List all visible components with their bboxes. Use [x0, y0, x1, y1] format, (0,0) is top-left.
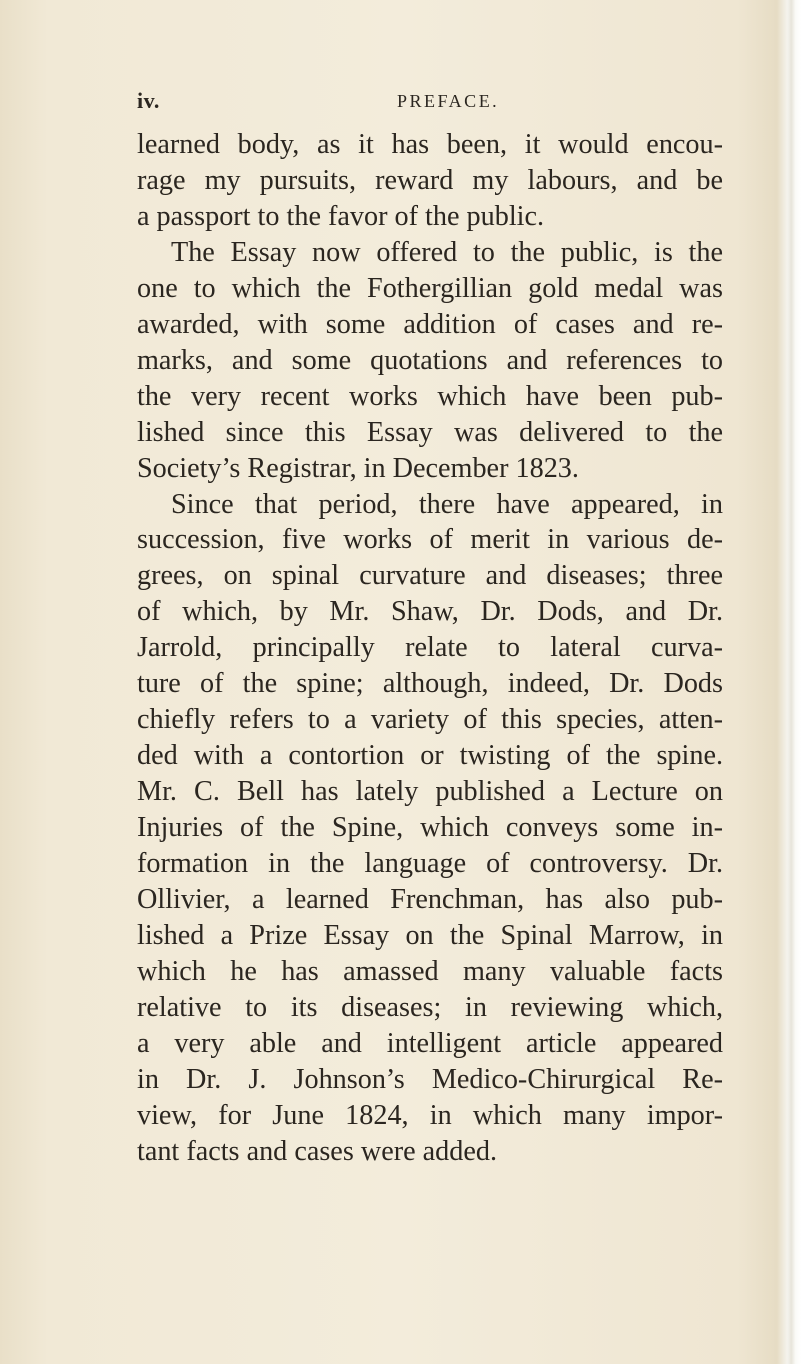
text-line: a very able and intelligent article appeared: [137, 1027, 723, 1059]
text-line: the very recent works which have been pub-: [137, 380, 723, 412]
text-line: in Dr. J. Johnson’s Medico-Chirurgical Re-: [137, 1063, 723, 1095]
text-line: one to which the Fothergillian gold medal was: [137, 272, 723, 304]
text-line: Ollivier, a learned Frenchman, has also pub-: [137, 884, 723, 916]
text-line: Jarrold, principally relate to lateral curva-: [137, 632, 723, 664]
text-line: marks, and some quotations and references to: [137, 344, 723, 376]
text-line: succession, five works of merit in various de-: [137, 524, 723, 556]
text-line: of which, by Mr. Shaw, Dr. Dods, and Dr.: [137, 596, 723, 628]
text-line: learned body, as it has been, it would encou-: [137, 129, 723, 160]
text-line: Injuries of the Spine, which conveys some in-: [137, 812, 723, 844]
text-line: tant facts and cases were added.: [137, 1135, 497, 1167]
body-text: [137, 127, 723, 1170]
text-line: Since that period, there have appeared, in: [171, 488, 723, 520]
text-line: Mr. C. Bell has lately published a Lecture on: [137, 776, 723, 808]
text-line: which he has amassed many valuable facts: [137, 955, 723, 987]
text-line: rage my pursuits, reward my labours, and be: [137, 164, 723, 196]
text-line: Society’s Registrar, in December 1823.: [137, 452, 579, 484]
text-line: a passport to the favor of the public.: [137, 200, 545, 232]
text-line: lished since this Essay was delivered to the: [137, 416, 723, 448]
page-edge: [787, 0, 801, 1364]
text-line: lished a Prize Essay on the Spinal Marrow, in: [137, 919, 723, 951]
text-line: chiefly refers to a variety of this species, atten-: [137, 704, 723, 736]
text-line: awarded, with some addition of cases and re-: [137, 308, 723, 340]
text-line: view, for June 1824, in which many impor-: [137, 1099, 723, 1131]
page-number: iv.: [137, 88, 160, 113]
text-line: relative to its diseases; in reviewing which,: [137, 991, 723, 1023]
text-line: ture of the spine; although, indeed, Dr. Dods: [137, 668, 723, 700]
page-header: [137, 88, 747, 118]
text-line: The Essay now offered to the public, is the: [171, 236, 723, 268]
text-line: grees, on spinal curvature and diseases; three: [137, 560, 723, 592]
text-line: ded with a contortion or twisting of the spine.: [137, 740, 723, 772]
running-head: PREFACE.: [397, 91, 500, 111]
text-line: formation in the language of controversy. Dr.: [137, 848, 723, 880]
